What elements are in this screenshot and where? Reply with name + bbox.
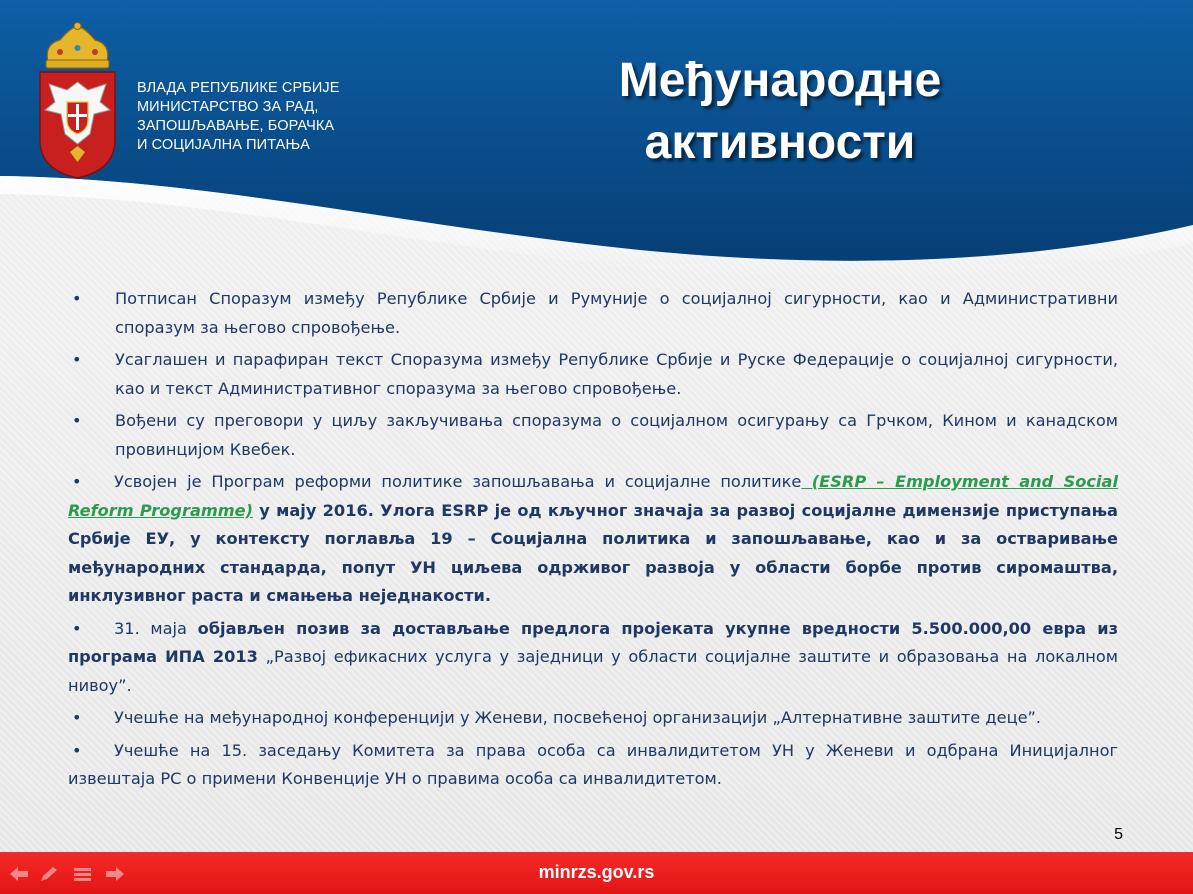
list-item <box>68 615 1118 701</box>
list-item <box>68 407 1118 464</box>
list-item <box>68 285 1118 342</box>
footer-url[interactable]: minrzs.gov.rs <box>538 862 655 882</box>
esrp-link[interactable]: (ESRP – Employment and Social Reform Programme) <box>68 472 1118 520</box>
item-text: 31. маја <box>114 618 198 638</box>
bullet: • <box>72 618 82 638</box>
gov-line: И СОЦИЈАЛНА ПИТАЊА <box>137 137 310 153</box>
item-text: Учешће на међународној конференцији у Женеви, посвећеној организацији „Алтернативне заштите деце”. <box>114 708 1042 727</box>
slide-title-line: Међународне <box>618 54 942 107</box>
gov-line: МИНИСТАРСТВО ЗА РАД, <box>137 99 319 115</box>
list-item <box>68 737 1118 794</box>
page-number: 5 <box>1114 826 1123 843</box>
government-ministry-name <box>137 79 397 155</box>
list-item <box>68 704 1118 733</box>
bullet: • <box>72 472 82 491</box>
bullet: • <box>72 289 82 308</box>
content-list <box>68 285 1118 798</box>
item-text: Вођени су преговори у циљу закључивања споразума о социјалном осигурању са Грчком, Кином и канадском провинцијом Квебек. <box>115 411 1118 459</box>
item-text: Потписан Споразум између Републике Србије и Румуније о социјалној сигурности, као и Административни споразум за његово спровођење. <box>115 289 1118 337</box>
item-text-bold: објављен позив за достављање предлога пројеката укупне вредности 5.500.000,00 евра из програма ИПА 2013 <box>68 618 1118 666</box>
serbia-coat-of-arms-icon <box>30 22 125 182</box>
item-text: „Развој ефикасних услуга у заједници у области социјалне заштите и образовања на локалном нивоу”. <box>68 647 1118 695</box>
bullet: • <box>72 708 82 727</box>
gov-line: ЗАПОШЉАВАЊЕ, БОРАЧКА <box>137 118 335 134</box>
item-text: Усвојен је Програм реформи политике запошљавања и социјалне политике <box>114 472 802 491</box>
slide-title <box>520 50 1040 174</box>
item-text: Учешће на 15. заседању Комитета за права особа са инвалидитетом УН у Женеви и одбрана Иницијалног извештаја РС о примени Конвенције УН о правима особа са инвалидитетом. <box>68 740 1118 788</box>
slide-title-line: активности <box>644 116 916 169</box>
bullet: • <box>72 350 82 369</box>
list-item <box>68 346 1118 403</box>
bullet: • <box>72 411 82 430</box>
item-text: Усаглашен и парафиран текст Споразума између Републике Србије и Руске Федерације о социјалној сигурности, као и текст Административног споразума за његово спровођење. <box>115 350 1118 398</box>
list-item <box>68 468 1118 611</box>
item-text-bold: у мају 2016. Улога ESRP је од кључног значаја за развој социјалне димензије приступања Србије ЕУ, у контексту поглавља 19 – Социјална политика и запошљавање, као и за остваривање међународних стандарда, попут УН циљева одрживог развоја у области борбе против сиромаштва, инклузивног раста и смањења неједнакости. <box>68 500 1118 605</box>
bullet: • <box>72 740 82 760</box>
gov-line: ВЛАДА РЕПУБЛИКЕ СРБИЈЕ <box>137 80 340 96</box>
footer-bar <box>0 852 1193 894</box>
